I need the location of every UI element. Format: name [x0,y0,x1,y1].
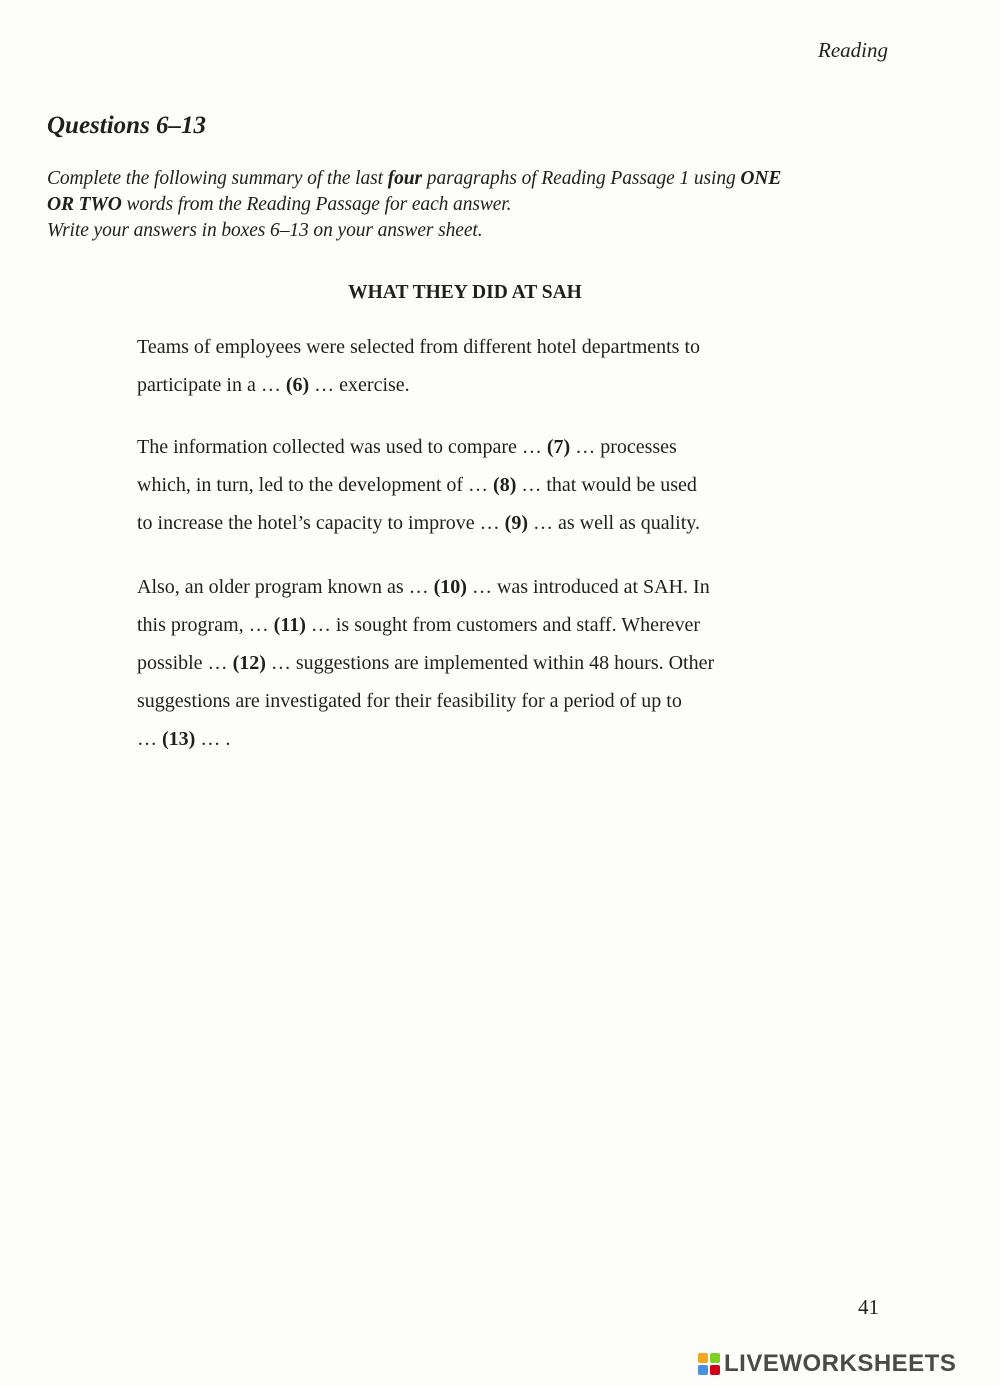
instructions-line-3: Write your answers in boxes 6–13 on your answer sheet. [47,220,483,241]
para3-line-2: this program, … (11) … is sought from customers and staff. Wherever [137,614,701,636]
instructions-line-1: Complete the following summary of the last four paragraphs of Reading Passage 1 using ONE [47,168,782,189]
gap-12: (12) [232,652,266,674]
para2-line-2: which, in turn, led to the development of … (8) … that would be used [137,474,697,496]
summary-paragraph-1 [137,328,817,404]
logo-square [710,1353,720,1363]
summary-paragraph-2 [137,428,817,542]
gap-9: (9) [504,512,528,534]
gap-13: (13) [162,728,196,750]
para3-line-1: Also, an older program known as … (10) … was introduced at SAH. In [137,576,710,598]
questions-title: Questions 6–13 [47,112,207,139]
summary-paragraph-3 [137,568,817,758]
para1-line-2: participate in a … (6) … exercise. [137,374,410,396]
gap-7: (7) [546,436,571,458]
liveworksheets-logo[interactable] [698,1350,956,1378]
liveworksheets-logo-icon [698,1353,720,1375]
para2-line-3: to increase the hotel’s capacity to improve … (9) … as well as quality. [137,512,700,534]
gap-8: (8) [493,474,517,496]
para2-line-1: The information collected was used to compare … (7) … processes [137,436,677,458]
instructions-line-2: OR TWO words from the Reading Passage for each answer. [47,194,512,215]
gap-11: (11) [273,614,306,636]
summary-heading: WHAT THEY DID AT SAH [348,282,582,303]
para3-line-4: suggestions are investigated for their feasibility for a period of up to [137,690,682,712]
page-number: 41 [858,1295,879,1319]
gap-10: (10) [433,576,467,598]
para1-line-1: Teams of employees were selected from different hotel departments to [137,336,701,358]
para3-line-5: … (13) … . [137,728,231,750]
logo-square [698,1365,708,1375]
logo-square [698,1353,708,1363]
running-head: Reading [818,38,888,62]
para3-line-3: possible … (12) … suggestions are implemented within 48 hours. Other [137,652,715,674]
instructions [47,166,897,244]
gap-6: (6) [285,374,310,396]
logo-square [710,1365,720,1375]
liveworksheets-logo-text: LIVEWORKSHEETS [724,1350,957,1377]
